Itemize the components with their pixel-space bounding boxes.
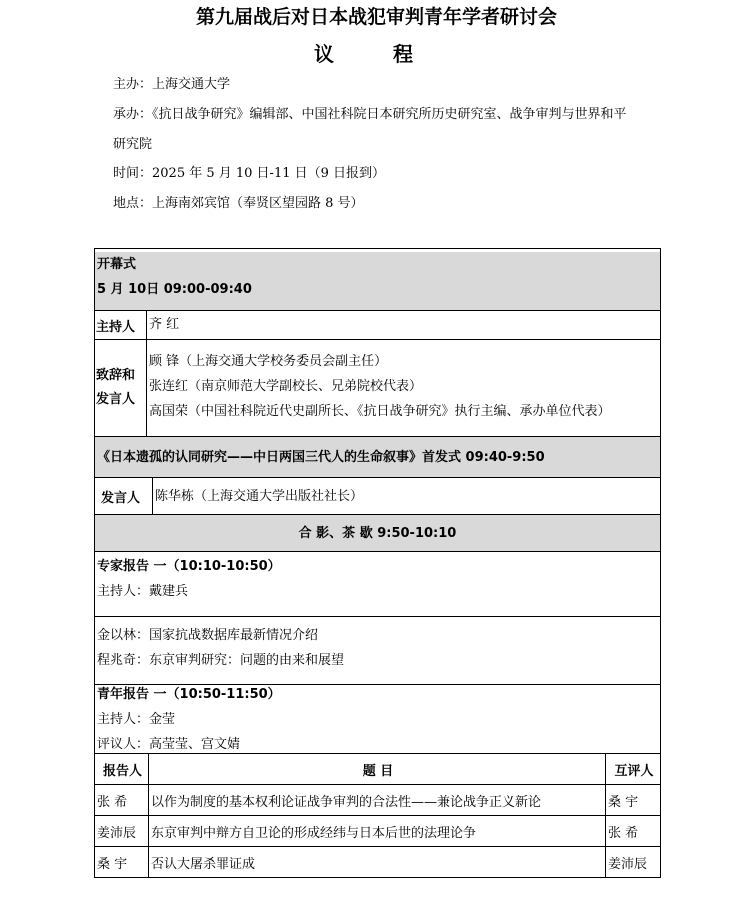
speaker-item: 高国荣（中国社科院近代史副所长、《抗日战争研究》执行主编、承办单位代表） — [149, 404, 611, 419]
book-launch-header — [95, 437, 660, 478]
youth-title: 青年报告 一（10:50-11:50） — [97, 687, 281, 702]
table-row — [95, 847, 660, 877]
header-reviewer: 互评人 — [614, 763, 654, 779]
header-topic: 题 目 — [149, 754, 606, 784]
speaker-item: 张连红（南京师范大学副校长、兄弟院校代表） — [149, 379, 423, 394]
speakers-list — [147, 340, 660, 436]
row-reporter: 姜沛辰 — [95, 816, 149, 846]
row-reporter: 桑 宇 — [95, 847, 149, 877]
document-subtitle: 议 程 — [314, 42, 439, 66]
place-info: 地点：上海南郊宾馆（奉贤区望园路 8 号） — [113, 196, 364, 211]
opening-header — [95, 252, 660, 311]
opening-title: 开幕式 — [97, 257, 137, 272]
time-info: 时间：2025 年 5 月 10 日-11 日（9 日报到） — [113, 166, 386, 181]
opening-datetime: 5 月 10日 09:00-09:40 — [97, 282, 252, 297]
break-title: 合 影、茶 歇 9:50-10:10 — [298, 526, 457, 541]
row-reviewer: 张 希 — [608, 825, 639, 841]
row-topic: 东京审判中辩方自卫论的形成经纬与日本后世的法理论争 — [149, 816, 606, 846]
expert-title: 专家报告 一（10:10-10:50） — [97, 559, 281, 574]
row-reviewer: 姜沛辰 — [608, 856, 648, 872]
speech-label-line2: 发言人 — [96, 392, 136, 407]
expert-talks-row — [95, 623, 660, 685]
organizer-info-line1: 承办：《抗日战争研究》编辑部、中国社科院日本研究所历史研究室、战争审判与世界和平 — [113, 107, 627, 122]
row-topic: 否认大屠杀罪证成 — [149, 847, 606, 877]
table-row — [95, 785, 660, 816]
book-launch-title: 《日本遗孤的认同研究——中日两国三代人的生命叙事》首发式 09:40-9:50 — [97, 450, 545, 465]
youth-session-header — [95, 682, 660, 754]
row-reporter: 张 希 — [95, 785, 149, 815]
host-label: 主持人 — [95, 311, 147, 339]
launch-speaker: 陈华栋（上海交通大学出版社社长） — [155, 489, 364, 504]
break-header — [95, 515, 660, 552]
row-topic: 以作为制度的基本权利论证战争审判的合法性——兼论战争正义新论 — [149, 785, 606, 815]
speech-label — [95, 340, 147, 436]
expert-talk: 金以林：国家抗战数据库最新情况介绍 — [97, 628, 319, 643]
speech-label-line1: 致辞和 — [96, 368, 136, 383]
row-reviewer: 桑 宇 — [608, 794, 639, 810]
header-reporter: 报告人 — [95, 754, 149, 784]
opening-speakers-row — [95, 340, 660, 437]
book-launch-speaker-row — [95, 478, 660, 515]
host-info: 主办：上海交通大学 — [113, 77, 231, 92]
host-name: 齐 红 — [149, 317, 180, 332]
youth-table-header — [95, 754, 660, 785]
expert-host: 主持人：戴建兵 — [97, 584, 189, 599]
organizer-info-line2: 研究院 — [113, 137, 153, 152]
opening-host-row — [95, 311, 660, 340]
table-row — [95, 816, 660, 847]
expert-session-header — [95, 554, 660, 617]
agenda-table — [94, 248, 661, 878]
speaker-item: 顾 锋（上海交通大学校务委员会副主任） — [149, 354, 388, 369]
expert-talk: 程兆奇：东京审判研究：问题的由来和展望 — [97, 653, 345, 668]
youth-reviewers: 评议人：高莹莹、宫文婧 — [97, 737, 241, 752]
document-title: 第九届战后对日本战犯审判青年学者研讨会 — [195, 6, 557, 28]
speaker-label: 发言人 — [95, 478, 153, 514]
youth-host: 主持人：金莹 — [97, 712, 176, 727]
